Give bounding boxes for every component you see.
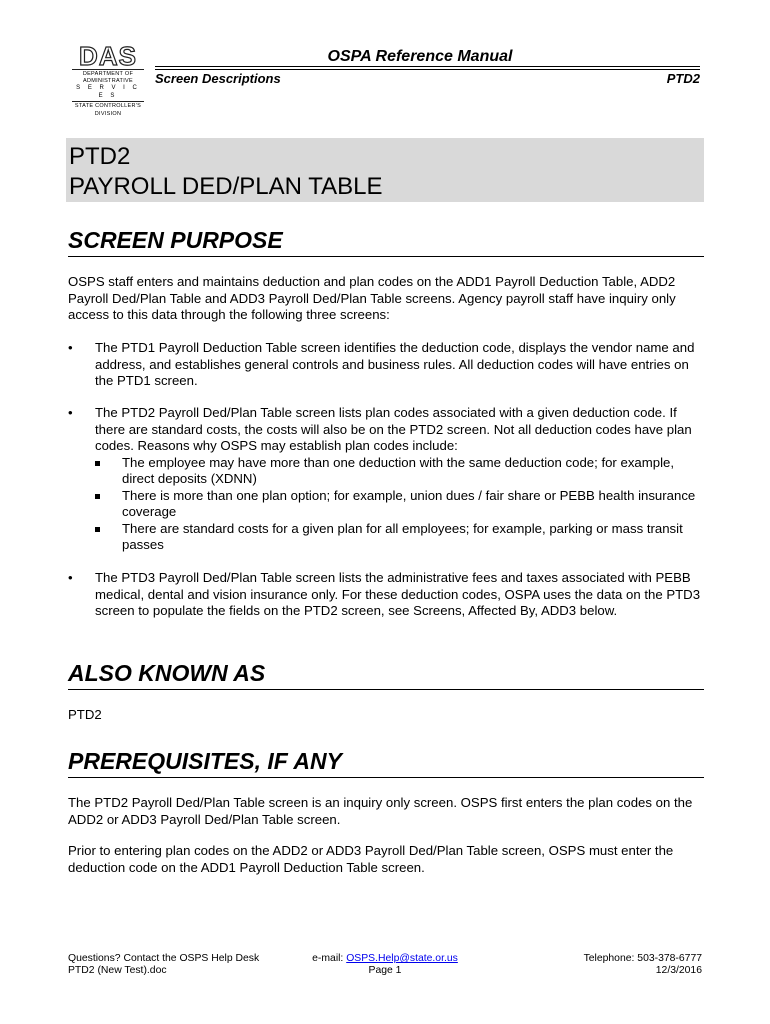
bullet-mark: • [68, 570, 73, 585]
screen-purpose-heading: SCREEN PURPOSE [68, 226, 704, 257]
das-logo [66, 41, 150, 117]
title-band [66, 138, 704, 202]
logo-line4: STATE CONTROLLER'S [74, 103, 142, 110]
purpose-intro: OSPS staff enters and maintains deduction and plan codes on the ADD1 Payroll Deduction Table, ADD2 Payroll Ded/Plan Table and ADD3 Payroll Ded/Plan Table screens. Agency payroll staff have inquiry only access to this data through the following three screens: [68, 274, 676, 322]
title-code: PTD2 [69, 143, 131, 170]
logo-letters: DAS [79, 41, 137, 71]
square-bullet-icon [95, 527, 100, 532]
footer-right [584, 953, 702, 977]
footer-date: 12/3/2016 [655, 965, 702, 976]
bullet-mark: • [68, 340, 73, 355]
header-section-name: Screen Descriptions [155, 71, 281, 86]
prerequisites-heading: PREREQUISITES, IF ANY [68, 747, 704, 778]
footer-telephone: Telephone: 503-378-6777 [583, 953, 702, 964]
prerequisites-p1: The PTD2 Payroll Ded/Plan Table screen is an inquiry only screen. OSPS first enters the plan codes on the ADD2 or ADD3 Payroll Ded/Plan Table screen. [68, 795, 693, 827]
logo-department-block [72, 69, 144, 102]
square-bullet-icon [95, 461, 100, 466]
sub-bullet-text: There is more than one plan option; for example, union dues / fair share or PEBB health insurance coverage [122, 487, 696, 519]
footer-left [68, 953, 259, 977]
header-screen-code: PTD2 [666, 71, 700, 86]
also-known-as-text: PTD2 [68, 707, 102, 722]
header-rule-bottom [155, 69, 700, 70]
bullet-text: The PTD2 Payroll Ded/Plan Table screen lists plan codes associated with a given deduction code. If there are standard costs, the costs will also be on the PTD2 screen. Not all deduction codes have plan codes. Reasons why OSPS may establish plan codes include: [95, 405, 692, 453]
also-known-as-heading: ALSO KNOWN AS [68, 659, 704, 690]
footer-page-number: Page 1 [368, 965, 402, 976]
logo-line1: DEPARTMENT OF [82, 71, 134, 77]
email-link[interactable]: OSPS.Help@state.or.us [346, 953, 458, 964]
footer-help-desk: Questions? Contact the OSPS Help Desk [68, 953, 260, 964]
purpose-bullet-ptd3 [68, 570, 708, 620]
footer-center [300, 953, 470, 977]
sub-bullet-1 [95, 455, 708, 488]
square-bullet-icon [95, 494, 100, 499]
logo-line3: S E R V I C E S [76, 85, 140, 100]
bullet-mark: • [68, 405, 73, 420]
purpose-bullet-ptd1 [68, 340, 708, 390]
logo-line5: DIVISION [94, 110, 122, 117]
bullet-text: The PTD1 Payroll Deduction Table screen identifies the deduction code, displays the vendor name and address, and establishes general controls and business rules. All deduction codes will have entries on the PTD1 screen. [95, 340, 695, 388]
title-name: PAYROLL DED/PLAN TABLE [69, 173, 383, 200]
manual-title: OSPA Reference Manual [327, 48, 513, 65]
sub-bullet-text: There are standard costs for a given plan for all employees; for example, parking or mass transit passes [122, 520, 683, 552]
sub-bullet-3 [95, 521, 708, 554]
sub-bullet-text: The employee may have more than one deduction with the same deduction code; for example, direct deposits (XDNN) [122, 454, 675, 486]
footer-email-label: e-mail: [312, 953, 347, 964]
purpose-bullet-ptd2 [68, 405, 708, 554]
sub-bullet-2 [95, 488, 708, 521]
prerequisites-p2: Prior to entering plan codes on the ADD2 or ADD3 Payroll Ded/Plan Table screen, OSPS must enter the deduction code on the ADD1 Payroll Deduction Table screen. [68, 843, 674, 875]
bullet-text: The PTD3 Payroll Ded/Plan Table screen lists the administrative fees and taxes associated with PEBB medical, dental and vision insurance only. For these deduction codes, OSPA uses the data on the PTD3 screen to populate the fields on the PTD2 screen, see Screens, Affected By, ADD3 below. [95, 570, 701, 618]
logo-line2: ADMINISTRATIVE [83, 77, 133, 84]
header-rule-top [155, 66, 700, 67]
footer-filename: PTD2 (New Test).doc [68, 965, 167, 976]
